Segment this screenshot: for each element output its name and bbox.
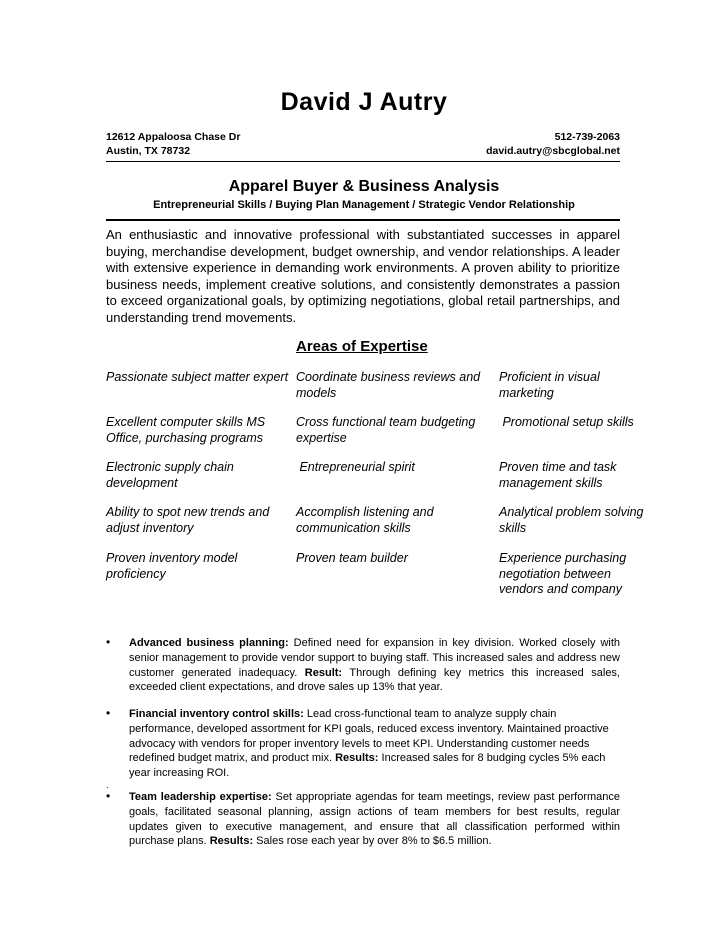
expertise-item: Proven time and task management skills [499, 460, 617, 490]
candidate-name: David J Autry [280, 88, 448, 116]
bullet-glyph: • [106, 635, 111, 649]
expertise-heading: Areas of Expertise [296, 338, 428, 355]
expertise-item: Passionate subject matter expert [106, 370, 289, 384]
resume-subtitle: Entrepreneurial Skills / Buying Plan Management / Strategic Vendor Relationship [153, 199, 575, 211]
achievement-item [106, 636, 620, 695]
bullet-glyph: • [106, 789, 111, 803]
expertise-item: Cross functional team budgeting expertise [296, 415, 476, 445]
expertise-item: Entrepreneurial spirit [296, 460, 415, 474]
email-address: david.autry@sbcglobal.net [486, 145, 620, 157]
expertise-item: Accomplish listening and communication skills [296, 505, 434, 535]
achievement-label: Financial inventory control skills: [129, 708, 304, 720]
result-text: Sales rose each year by over 8% to $6.5 million. [253, 835, 492, 848]
expertise-item: Electronic supply chain development [106, 460, 234, 490]
bullet-glyph: • [106, 706, 111, 720]
stray-mark: . [106, 780, 109, 790]
expertise-item: Analytical problem solving skills [499, 505, 644, 535]
address-line-2: Austin, TX 78732 [106, 145, 191, 157]
expertise-item: Proven inventory model proficiency [106, 551, 238, 581]
achievement-item [106, 707, 620, 781]
result-text: Through defining key metrics this increased sales, exceeded client expectations, and drove sales up 13% that year. [129, 666, 620, 694]
title-divider [106, 219, 620, 221]
expertise-item: Proven team builder [296, 551, 408, 565]
expertise-item: Coordinate business reviews and models [296, 370, 481, 400]
result-label: Results: [209, 835, 254, 848]
achievement-text: Defined need for expansion in key division. Worked closely with senior management to provide vendor support to buying staff. This increased sales and address new customer generated inadequacy. [129, 637, 621, 679]
achievement-label: Advanced business planning: [129, 637, 289, 649]
achievement-item [106, 790, 620, 849]
expertise-item: Ability to spot new trends and adjust inventory [106, 505, 270, 535]
expertise-item: Promotional setup skills [499, 415, 634, 429]
result-text: Increased sales for 8 budging cycles 5% each year increasing ROI. [129, 752, 606, 780]
phone-number: 512-739-2063 [554, 131, 620, 143]
achievement-text: Set appropriate agendas for team meetings, review past performance goals, facilitated seasonal planning, assign actions of team members for best results, regular updates given to executive management, and ensure that all classification performed within purchase plans. [129, 791, 620, 848]
resume-title: Apparel Buyer & Business Analysis [228, 178, 500, 195]
result-label: Result: [304, 666, 343, 679]
address-line-1: 12612 Appaloosa Chase Dr [106, 131, 241, 143]
expertise-item: Excellent computer skills MS Office, purchasing programs [106, 415, 266, 445]
result-label: Results: [335, 752, 379, 765]
expertise-item: Proficient in visual marketing [499, 370, 600, 400]
expertise-item: Experience purchasing negotiation between vendors and company [499, 551, 627, 596]
professional-summary: An enthusiastic and innovative professional with substantiated successes in apparel buying, merchandise development, budget ownership, and vendor relationships. A leader with extensive experience in demanding work environments. A proven ability to prioritize business needs, implement creative solutions, and consistently demonstrates a passion to exceed organizational goals, by optimizing negotiations, global retail partnerships, and understanding trend movements. [106, 227, 620, 325]
achievement-text: Lead cross-functional team to analyze supply chain performance, developed assortment for KPI goals, reduced excess inventory. Maintained proactive advocacy with vendors for proper inventory levels to meet KPI. Understanding customer needs redefined budget matrix, and product mix. [129, 708, 609, 765]
header-divider [106, 161, 620, 162]
achievement-label: Team leadership expertise: [129, 791, 272, 803]
